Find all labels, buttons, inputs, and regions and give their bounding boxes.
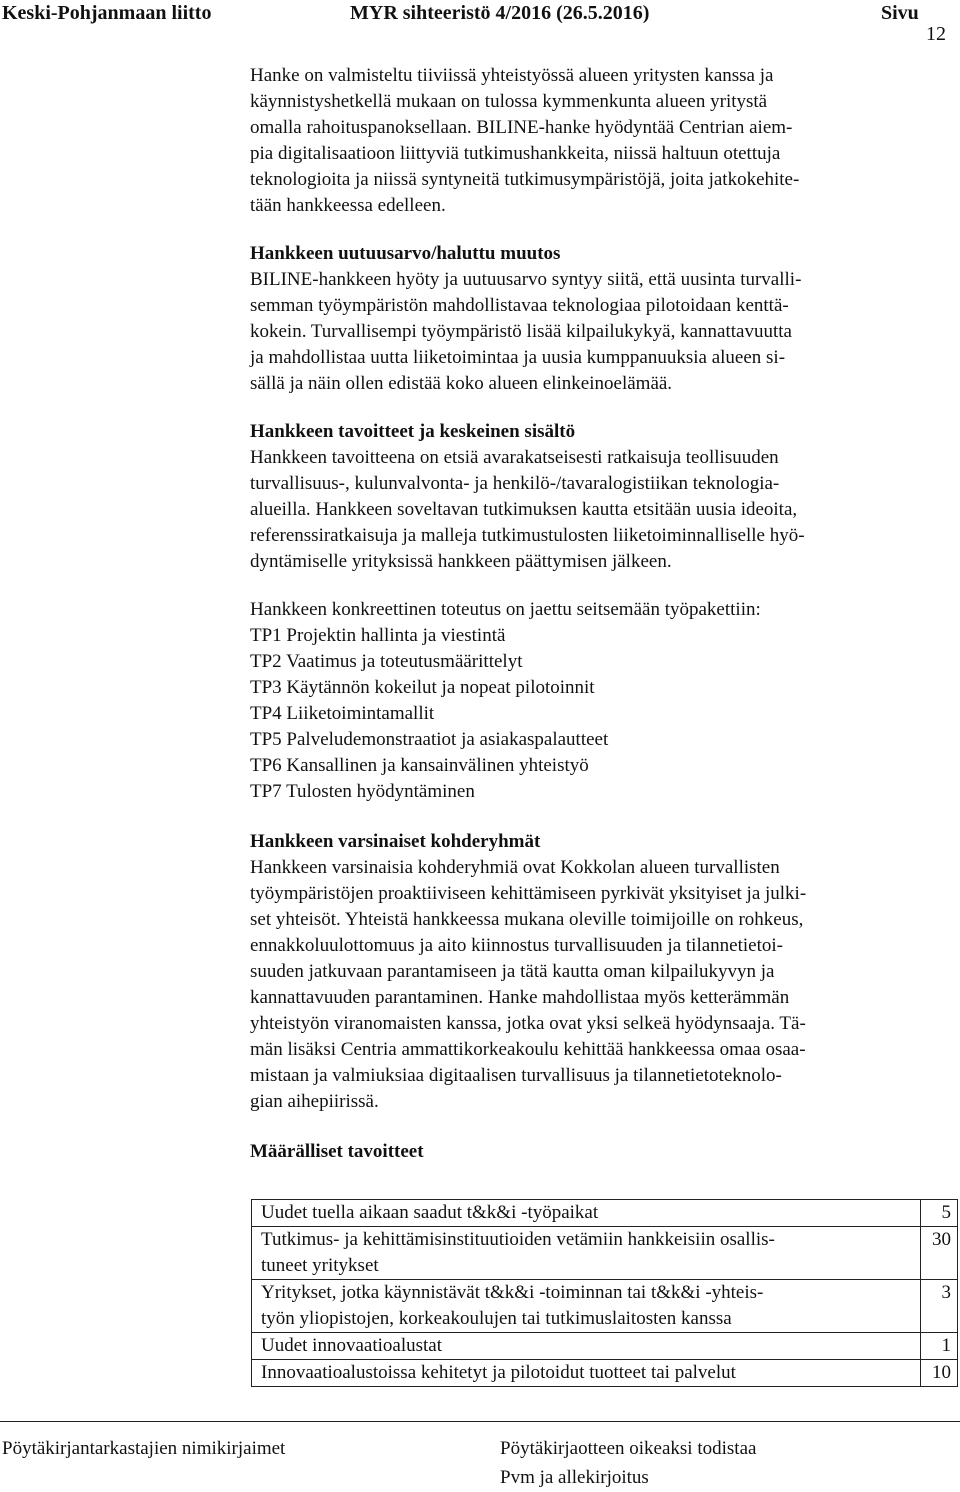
text-line: Yritykset, jotka käynnistävät t&k&i -toiminnan tai t&k&i -yhteis- xyxy=(261,1282,764,1303)
text-line: työn yliopistojen, korkeakoulujen tai tutkimuslaitosten kanssa xyxy=(261,1308,732,1329)
text-line: Tutkimus- ja kehittämisinstituutioiden vetämiin hankkeisiin osallis- xyxy=(261,1229,775,1250)
work-package-item: TP7 Tulosten hyödyntäminen xyxy=(250,781,475,802)
footer-date-signature-label: Pvm ja allekirjoitus xyxy=(500,1467,649,1488)
table-row xyxy=(252,1200,958,1227)
header-page-label: Sivu xyxy=(881,2,919,24)
goal-value: 30 xyxy=(921,1227,958,1280)
text-line: dyntämiselle yrityksissä hankkeen päättymisen jälkeen. xyxy=(250,551,672,572)
section-heading: Hankkeen tavoitteet ja keskeinen sisältö xyxy=(250,421,576,442)
work-packages-intro: Hankkeen konkreettinen toteutus on jaettu seitsemään työpakettiin: xyxy=(250,599,761,620)
work-package-item: TP4 Liiketoimintamallit xyxy=(250,703,435,724)
table-row xyxy=(252,1280,958,1333)
text-line: kannattavuuden parantaminen. Hanke mahdollistaa myös ketterämmän xyxy=(250,987,790,1008)
table-row xyxy=(252,1227,958,1280)
document-body xyxy=(250,63,930,1165)
header-organization: Keski-Pohjanmaan liitto xyxy=(2,2,212,24)
text-line: turvallisuus-, kulunvalvonta- ja henkilö-/tavaralogistiikan teknologia- xyxy=(250,473,780,494)
footer-certification xyxy=(500,1434,756,1492)
novelty-section xyxy=(250,241,930,397)
text-line: Uudet innovaatioalustat xyxy=(261,1335,442,1356)
goal-description xyxy=(252,1333,921,1360)
goal-value: 1 xyxy=(921,1333,958,1360)
work-package-item: TP3 Käytännön kokeilut ja nopeat pilotoinnit xyxy=(250,677,595,698)
text-line: yhteistyön viranomaisten kanssa, jotka ovat yksi selkeä hyödynsaaja. Tä- xyxy=(250,1013,806,1034)
text-line: BILINE-hankkeen hyöty ja uutuusarvo syntyy siitä, että uusinta turvalli- xyxy=(250,269,802,290)
work-packages-section xyxy=(250,597,930,805)
page-header xyxy=(0,2,960,32)
text-line: referenssiratkaisuja ja malleja tutkimustulosten liiketoiminnalliselle hyö- xyxy=(250,525,805,546)
text-line: omalla rahoituspanoksellaan. BILINE-hanke hyödyntää Centrian aiem- xyxy=(250,117,793,138)
footer-initials-label: Pöytäkirjantarkastajien nimikirjaimet xyxy=(2,1438,286,1459)
text-line: käynnistyshetkellä mukaan on tulossa kymmenkunta alueen yritystä xyxy=(250,91,768,112)
text-line: alueilla. Hankkeen soveltavan tutkimuksen kautta etsitään uusia ideoita, xyxy=(250,499,798,520)
text-line: män lisäksi Centria ammattikorkeakoulu kehittää hankkeessa omaa osaa- xyxy=(250,1039,806,1060)
text-line: pia digitalisaatioon liittyviä tutkimushankkeita, niissä haltuun otettuja xyxy=(250,143,781,164)
intro-paragraph xyxy=(250,63,930,219)
text-line: set yhteisöt. Yhteistä hankkeessa mukana oleville toimijoille on rohkeus, xyxy=(250,909,804,930)
text-line: ja mahdollistaa uutta liiketoimintaa ja uusia kumppanuuksia alueen si- xyxy=(250,347,786,368)
goal-description xyxy=(252,1360,921,1387)
goal-value: 5 xyxy=(921,1200,958,1227)
footer-certify-label: Pöytäkirjaotteen oikeaksi todistaa xyxy=(500,1438,757,1459)
text-line: sällä ja näin ollen edistää koko alueen elinkeinoelämää. xyxy=(250,373,673,394)
text-line: suuden jatkuvaan parantamiseen ja tätä kautta oman kilpailukyvyn ja xyxy=(250,961,775,982)
text-line: Innovaatioalustoissa kehitetyt ja pilotoidut tuotteet tai palvelut xyxy=(261,1362,736,1383)
text-line: Hankkeen varsinaisia kohderyhmiä ovat Kokkolan alueen turvallisten xyxy=(250,857,780,878)
table-row xyxy=(252,1360,958,1387)
work-package-item: TP6 Kansallinen ja kansainvälinen yhteistyö xyxy=(250,755,589,776)
goal-description xyxy=(252,1227,921,1280)
target-groups-section xyxy=(250,829,930,1115)
goal-value: 3 xyxy=(921,1280,958,1333)
text-line: työympäristöjen proaktiiviseen kehittämiseen pyrkivät yksityiset ja julki- xyxy=(250,883,807,904)
goals-section xyxy=(250,419,930,575)
goal-description xyxy=(252,1280,921,1333)
text-line: gian aihepiirissä. xyxy=(250,1091,379,1112)
text-line: semman työympäristön mahdollistavaa teknologiaa pilotoidaan kenttä- xyxy=(250,295,789,316)
text-line: Hankkeen tavoitteena on etsiä avarakatseisesti ratkaisuja teollisuuden xyxy=(250,447,779,468)
work-package-item: TP5 Palveludemonstraatiot ja asiakaspalautteet xyxy=(250,729,609,750)
goal-value: 10 xyxy=(921,1360,958,1387)
section-heading: Hankkeen varsinaiset kohderyhmät xyxy=(250,831,541,852)
quantitative-goals-table xyxy=(251,1199,958,1387)
text-line: tään hankkeessa edelleen. xyxy=(250,195,446,216)
text-line: teknologioita ja niissä syntyneitä tutkimusympäristöjä, joita jatkokehite- xyxy=(250,169,800,190)
section-heading: Hankkeen uutuusarvo/haluttu muutos xyxy=(250,243,561,264)
text-line: ennakkoluulottomuus ja aito kiinnostus turvallisuuden ja tilannetietoi- xyxy=(250,935,783,956)
work-package-item: TP1 Projektin hallinta ja viestintä xyxy=(250,625,506,646)
quantitative-heading: Määrälliset tavoitteet xyxy=(250,1141,424,1162)
table-row xyxy=(252,1333,958,1360)
text-line: mistaan ja valmiuksiaa digitaalisen turvallisuus ja tilannetietoteknolo- xyxy=(250,1065,782,1086)
text-line: kokein. Turvallisempi työympäristö lisää kilpailukykyä, kannattavuutta xyxy=(250,321,792,342)
text-line: Uudet tuella aikaan saadut t&k&i -työpaikat xyxy=(261,1202,599,1223)
page-number: 12 xyxy=(926,23,946,45)
text-line: tuneet yritykset xyxy=(261,1255,379,1276)
text-line: Hanke on valmisteltu tiiviissä yhteistyössä alueen yritysten kanssa ja xyxy=(250,65,774,86)
goal-description xyxy=(252,1200,921,1227)
work-package-item: TP2 Vaatimus ja toteutusmäärittelyt xyxy=(250,651,523,672)
footer-divider xyxy=(0,1421,960,1422)
header-document: MYR sihteeristö 4/2016 (26.5.2016) xyxy=(350,2,650,24)
